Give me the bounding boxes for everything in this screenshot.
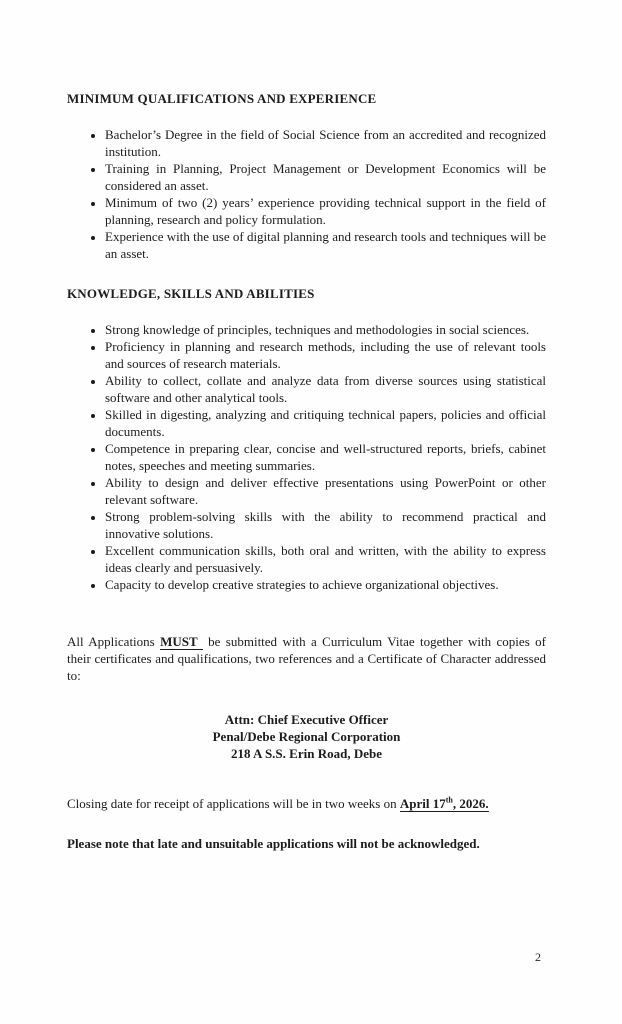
bullet-item: • Excellent communication skills, both oral and written, with the ability to express ideas clearly and persuasively.: [105, 542, 546, 576]
page-number: 2: [535, 950, 541, 964]
closing-date-ordinal: th: [445, 795, 453, 805]
bullet-item: • Ability to collect, collate and analyze data from diverse sources using statistical software and other analytical tools.: [105, 372, 546, 406]
application-text-after-must: be submitted with a Curriculum Vitae together with copies of their certificates and qualifications, two references and a Certificate of Character addressed to:: [67, 634, 546, 683]
closing-date-prefix: Closing date for receipt of applications will be in two weeks on: [67, 796, 400, 811]
bullet-item: • Skilled in digesting, analyzing and critiquing technical papers, policies and official documents.: [105, 406, 546, 440]
document-content: [67, 0, 546, 852]
application-instructions-paragraph: [67, 633, 546, 684]
bullet-item: • Strong knowledge of principles, techniques and methodologies in social sciences.: [105, 321, 546, 338]
bullet-item: • Proficiency in planning and research methods, including the use of relevant tools and sources of research materials.: [105, 338, 546, 372]
section-heading-minimum-qualifications: MINIMUM QUALIFICATIONS AND EXPERIENCE: [67, 91, 377, 106]
bullet-item: • Strong problem-solving skills with the ability to recommend practical and innovative solutions.: [105, 508, 546, 542]
application-text-before-must: All Applications: [67, 634, 161, 649]
bullet-item: • Bachelor’s Degree in the field of Social Science from an accredited and recognized institution.: [105, 126, 546, 160]
bullet-item: • Minimum of two (2) years’ experience providing technical support in the field of planning, research and policy formulation.: [105, 194, 546, 228]
closing-date-tail: , 2026.: [452, 796, 489, 811]
must-emphasis: MUST: [160, 634, 203, 650]
address-corporation-line: Penal/Debe Regional Corporation: [212, 729, 401, 744]
section-heading-knowledge-skills: KNOWLEDGE, SKILLS AND ABILITIES: [67, 286, 315, 301]
closing-date-line: [67, 795, 546, 812]
address-block: [67, 711, 546, 762]
bullet-item: • Capacity to develop creative strategies to achieve organizational objectives.: [105, 576, 546, 593]
bullet-item: • Ability to design and deliver effective presentations using PowerPoint or other relevant software.: [105, 474, 546, 508]
knowledge-skills-bullet-list: [67, 321, 546, 593]
bullet-item: • Experience with the use of digital planning and research tools and techniques will be an asset.: [105, 228, 546, 262]
qualifications-bullet-list: [67, 126, 546, 262]
closing-date-main: April 17: [399, 796, 446, 811]
bullet-item: • Training in Planning, Project Management or Development Economics will be considered an asset.: [105, 160, 546, 194]
address-street-line: 218 A S.S. Erin Road, Debe: [231, 746, 382, 761]
address-attn-line: Attn: Chief Executive Officer: [224, 712, 389, 727]
closing-date: [400, 796, 489, 812]
acknowledgement-note: Please note that late and unsuitable applications will not be acknowledged.: [67, 836, 480, 851]
bullet-item: • Competence in preparing clear, concise and well-structured reports, briefs, cabinet notes, speeches and meeting summaries.: [105, 440, 546, 474]
